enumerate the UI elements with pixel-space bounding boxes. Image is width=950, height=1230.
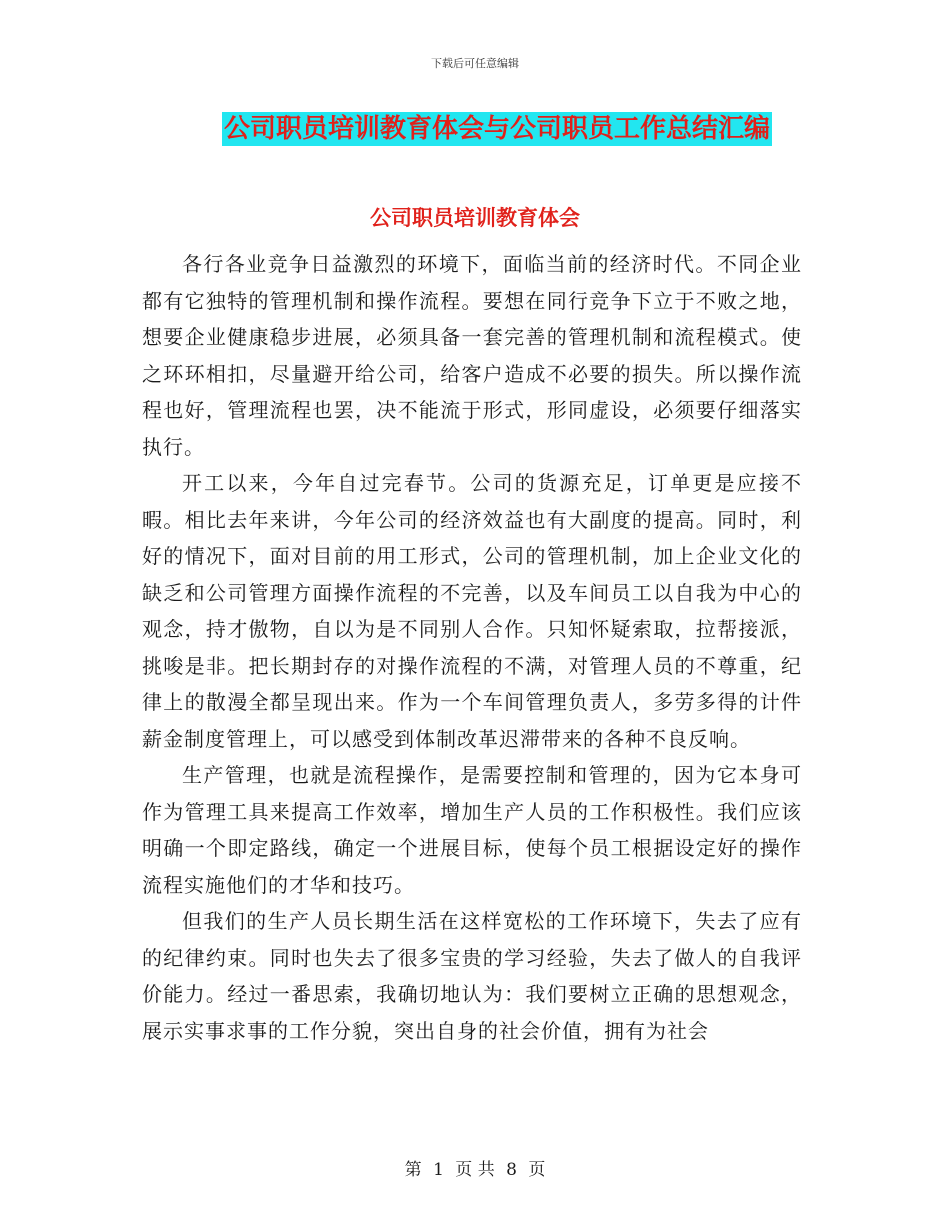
footer-suffix: 页 (528, 1160, 546, 1180)
main-title-container (0, 112, 950, 146)
footer-prefix: 第 (404, 1160, 422, 1180)
footer-middle: 页 共 (455, 1160, 495, 1180)
section-title: 公司职员培训教育体会 (370, 206, 580, 230)
paragraph: 开工以来，今年自过完春节。公司的货源充足，订单更是应接不暇。相比去年来讲，今年公司的经济效益也有大副度的提高。同时，利好的情况下，面对目前的用工形式，公司的管理机制，加上企业文化的缺乏和公司管理方面操作流程的不完善，以及车间员工以自我为中心的观念，持才傲物，自以为是不同别人合作。只知怀疑索取，拉帮接派，挑唆是非。把长期封存的对操作流程的不满，对管理人员的不尊重，纪律上的散漫全都呈现出来。作为一个车间管理负责人，多劳多得的计件薪金制度管理上，可以感受到体制改革迟滞带来的各种不良反响。 (142, 471, 802, 751)
header-note: 下载后可任意编辑 (431, 57, 519, 70)
page-footer (0, 1155, 950, 1180)
paragraph: 生产管理，也就是流程操作，是需要控制和管理的，因为它本身可作为管理工具来提高工作效率，增加生产人员的工作积极性。我们应该明确一个即定路线，确定一个进展目标，使每个员工根据设定好的操作流程实施他们的才华和技巧。 (142, 763, 802, 897)
total-pages: 8 (506, 1160, 517, 1180)
page-number: 1 (433, 1160, 444, 1180)
paragraph: 各行各业竞争日益激烈的环境下，面临当前的经济时代。不同企业都有它独特的管理机制和操作流程。要想在同行竞争下立于不败之地，想要企业健康稳步进展，必须具备一套完善的管理机制和流程模式。使之环环相扣，尽量避开给公司，给客户造成不必要的损失。所以操作流程也好，管理流程也罢，决不能流于形式，形同虚设，必须要仔细落实执行。 (142, 252, 802, 459)
main-title: 公司职员培训教育体会与公司职员工作总结汇编 (223, 114, 770, 144)
paragraph: 但我们的生产人员长期生活在这样宽松的工作环境下，失去了应有的纪律约束。同时也失去了很多宝贵的学习经验，失去了做人的自我评价能力。经过一番思索，我确切地认为：我们要树立正确的思想观念，展示实事求事的工作分貌，突出自身的社会价值，拥有为社会 (142, 909, 802, 1043)
body-text (142, 246, 802, 1049)
